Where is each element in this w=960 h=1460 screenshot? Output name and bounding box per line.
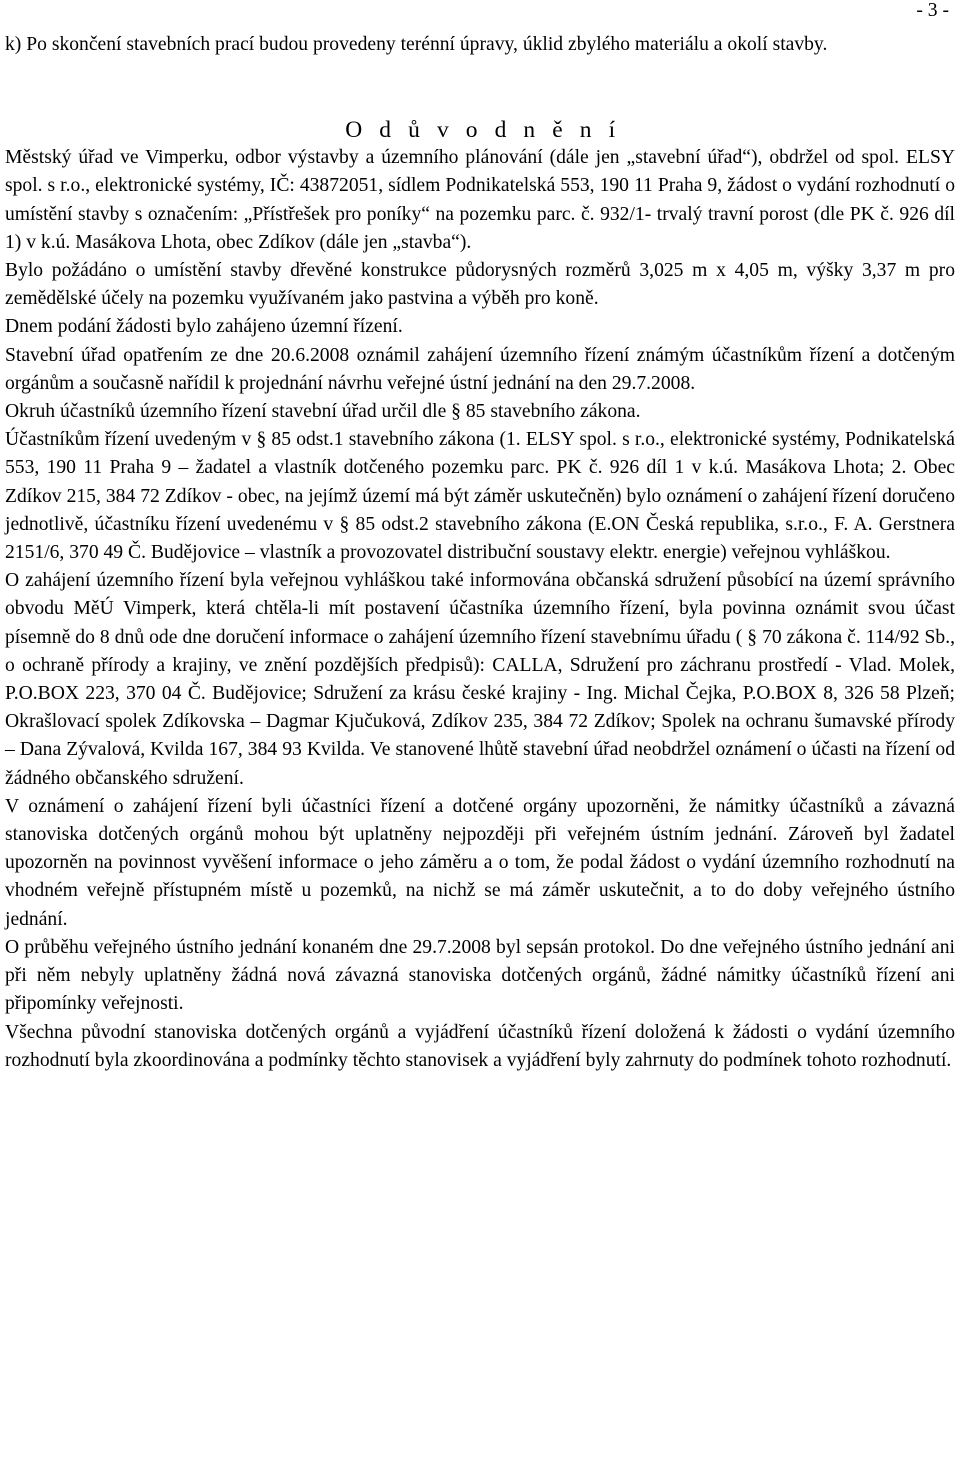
document-page [5,0,955,1075]
section-heading: O d ů v o d n ě n í [345,117,621,144]
paragraph: Městský úřad ve Vimperku, odbor výstavby a územního plánování (dále jen „stavební úřad“), obdržel od spol. ELSY spol. s r.o., elektronické systémy, IČ: 43872051, sídlem Podnikatelská 553, 190 11 Praha 9, žádost o vydání rozhodnutí o umístění stavby s označením: „Přístřešek pro poníky“ na pozemku parc. č. 932/1- trvalý travní porost (dle PK č. 926 díl 1) v k.ú. Masákova Lhota, obec Zdíkov (dále jen „stavba“). [5,147,955,253]
paragraph: O průběhu veřejného ústního jednání konaném dne 29.7.2008 byl sepsán protokol. Do dne veřejného ústního jednání ani při něm nebyly uplatněny žádná nová závazná stanoviska dotčených orgánů, žádné námitky účastníků řízení ani připomínky veřejnosti. [5,936,955,1015]
paragraph: Stavební úřad opatřením ze dne 20.6.2008 oznámil zahájení územního řízení známým účastníkům řízení a dotčeným orgánům a současně nařídil k projednání návrhu veřejné ústní jednání na den 29.7.2008. [5,344,955,394]
paragraph: Bylo požádáno o umístění stavby dřevěné konstrukce půdorysných rozměrů 3,025 m x 4,05 m, výšky 3,37 m pro zemědělské účely na pozemku využívaném jako pastvina a výběh pro koně. [5,260,955,310]
paragraph: Okruh účastníků územního řízení stavební úřad určil dle § 85 stavebního zákona. [5,401,641,423]
page-number: - 3 - [916,0,949,21]
paragraph: Všechna původní stanoviska dotčených orgánů a vyjádření účastníků řízení doložená k žádosti o vydání územního rozhodnutí byla zkoordinována a podmínky těchto stanovisek a vyjádření byly zahrnuty do podmínek tohoto rozhodnutí. [5,1021,955,1071]
condition-k: k) Po skončení stavebních prací budou provedeny terénní úpravy, úklid zbylého materiálu a okolí stavby. [5,34,828,55]
paragraph: O zahájení územního řízení byla veřejnou vyhláškou také informována občanská sdružení působící na území správního obvodu MěÚ Vimperk, která chtěla-li mít postavení účastníka územního řízení, byla povinna oznámit svou účast písemně do 8 dnů ode dne doručení informace o zahájení územního řízení stavebnímu úřadu ( § 70 zákona č. 114/92 Sb., o ochraně přírody a krajiny, ve znění pozdějších předpisů): CALLA, Sdružení pro záchranu prostředí - Vlad. Molek, P.O.BOX 223, 370 04 Č. Budějovice; Sdružení za krásu české krajiny - Ing. Michal Čejka, P.O.BOX 8, 326 58 Plzeň; Okrašlovací spolek Zdíkovska – Dagmar Kjučuková, Zdíkov 235, 384 72 Zdíkov; Spolek na ochranu šumavské přírody – Dana Zývalová, Kvilda 167, 384 93 Kvilda. Ve stanovené lhůtě stavební úřad neobdržel oznámení o účasti na řízení od žádného občanského sdružení. [5,570,955,789]
paragraph: V oznámení o zahájení řízení byli účastníci řízení a dotčené orgány upozorněni, že námitky účastníků a závazná stanoviska dotčených orgánů mohou být uplatněny nejpozději při veřejném ústním jednání. Zároveň byl žadatel upozorněn na povinnost vyvěšení informace o jeho záměru a o tom, že podal žádost o vydání územního rozhodnutí na vhodném veřejně přístupném místě u pozemků, na nichž se má záměr uskutečnit, a to do doby veřejného ústního jednání. [5,795,955,930]
paragraph: Účastníkům řízení uvedeným v § 85 odst.1 stavebního zákona (1. ELSY spol. s r.o., elektronické systémy, Podnikatelská 553, 190 11 Praha 9 – žadatel a vlastník dotčeného pozemku parc. PK č. 926 díl 1 v k.ú. Masákova Lhota; 2. Obec Zdíkov 215, 384 72 Zdíkov - obec, na jejímž území má být záměr uskutečněn) bylo oznámení o zahájení řízení doručeno jednotlivě, účastníku řízení uvedenému v § 85 odst.2 stavebního zákona (E.ON Česká republika, s.r.o., F. A. Gerstnera 2151/6, 370 49 Č. Budějovice – vlastník a provozovatel distribuční soustavy elektr. energie) veřejnou vyhláškou. [5,429,955,564]
spacer [5,59,955,116]
paragraph: Dnem podání žádosti bylo zahájeno územní řízení. [5,316,403,338]
